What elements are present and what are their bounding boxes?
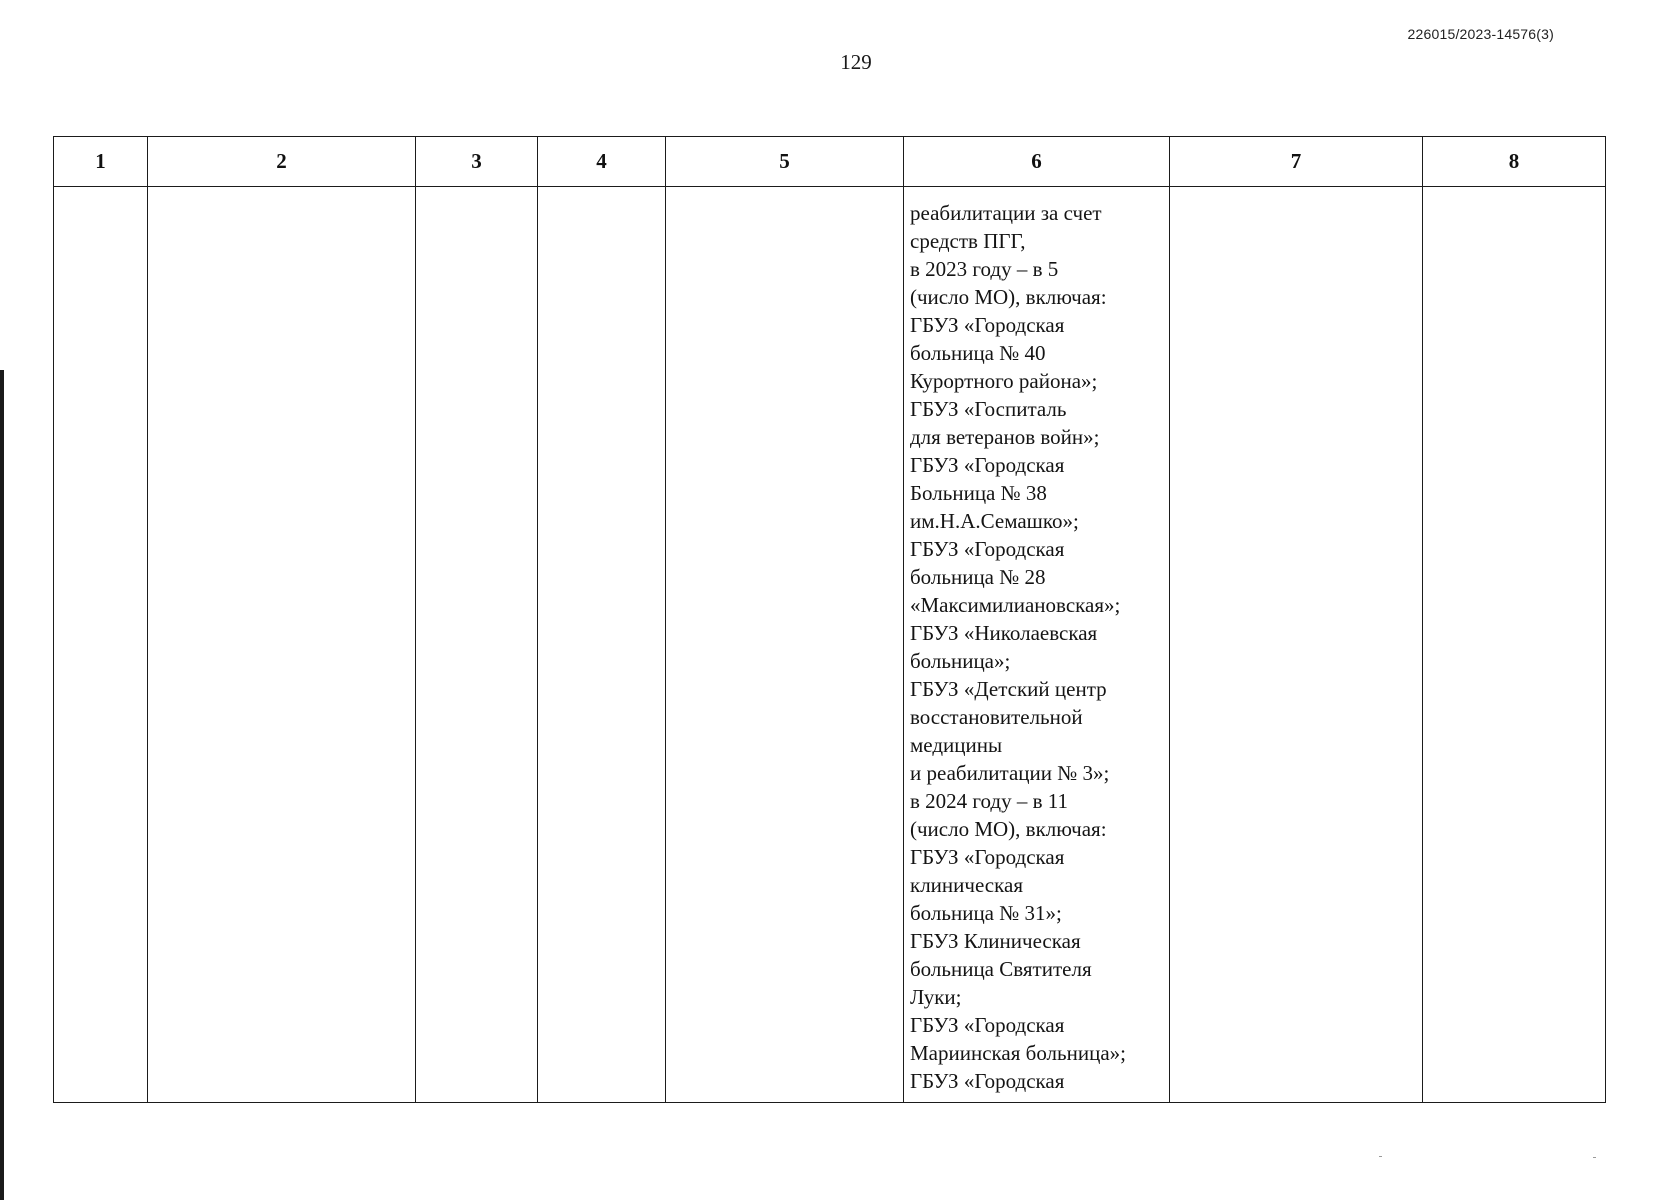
column-header-1: 1: [54, 137, 148, 187]
header-row: [54, 137, 1606, 187]
table-cell-col8: [1423, 187, 1606, 1103]
table-cell-col1: [54, 187, 148, 1103]
column-header-2: 2: [148, 137, 416, 187]
table-cell-col2: [148, 187, 416, 1103]
table-cell-col3: [416, 187, 538, 1103]
table-row: [54, 187, 1606, 1103]
column-header-3: 3: [416, 137, 538, 187]
document-id: 226015/2023-14576(3): [1407, 26, 1554, 42]
table-cell-col5: [666, 187, 904, 1103]
medical-organizations-text: реабилитации за счет средств ПГГ, в 2023 году – в 5 (число МО), включая: ГБУЗ «Городская больница № 40 Курортного района»; ГБУЗ «Госпиталь для ветеранов войн»; ГБУЗ «Городская Больница № 38 им.Н.А.Семашко»; ГБУЗ «Городская больница № 28 «Максимилиановская»; ГБУЗ «Николаевская больница»; ГБУЗ «Детский центр восстановительной медицины и реабилитации № 3»; в 2024 году – в 11 (число МО), включая: ГБУЗ «Городская клиническая больница № 31»; ГБУЗ Клиническая больница Святителя Луки; ГБУЗ «Городская Мариинская больница»; ГБУЗ «Городская: [910, 201, 1126, 1093]
column-header-7: 7: [1170, 137, 1423, 187]
scan-edge-shadow: [0, 370, 4, 1200]
document-table: [53, 136, 1606, 1103]
column-header-6: 6: [904, 137, 1170, 187]
column-header-8: 8: [1423, 137, 1606, 187]
column-header-5: 5: [666, 137, 904, 187]
page-number: 129: [840, 50, 872, 74]
scan-artifact: [1593, 1157, 1596, 1158]
column-header-4: 4: [538, 137, 666, 187]
table-cell-col7: [1170, 187, 1423, 1103]
table-cell-col4: [538, 187, 666, 1103]
scan-artifact: [1379, 1156, 1382, 1157]
table-cell-col6: [904, 187, 1170, 1103]
